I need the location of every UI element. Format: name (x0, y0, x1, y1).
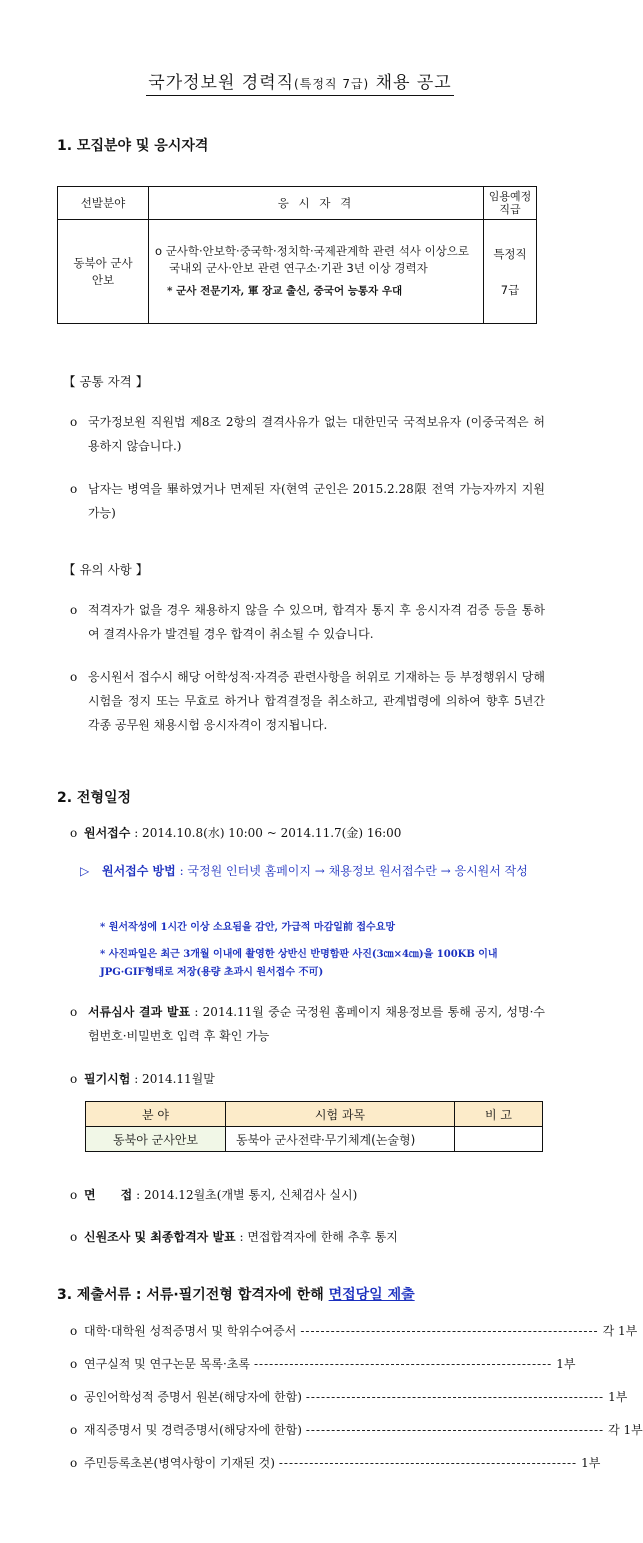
qual-note: * 군사 전문기자, 軍 장교 출신, 중국어 능통자 우대 (167, 285, 403, 297)
doc-item-2: o 연구실적 및 연구논문 목록·초록 ----------------------------------------------------------- 1부 (70, 1357, 576, 1371)
leader-dashes: ----------------------------------------------------------- (300, 1324, 599, 1338)
qual-rank-1: 특정직 (493, 246, 527, 261)
bullet-icon: o (70, 603, 78, 617)
bullet-icon: o (70, 1324, 78, 1338)
section3-heading (57, 1284, 415, 1304)
page-title (0, 68, 600, 93)
bullet-icon: o (70, 1005, 78, 1019)
qual-line2: 국내외 군사·안보 관련 연구소·기관 3년 이상 경력자 (169, 261, 428, 275)
review-value: : 2014.11월 중순 국정원 홈페이지 채용정보를 통해 공지, 성명·수험번호·비밀번호 입력 후 확인 가능 (88, 1005, 545, 1043)
interview-row (70, 1185, 357, 1205)
note1: * 원서작성에 1시간 이상 소요됨을 감안, 가급적 마감일前 접수요망 (100, 922, 396, 933)
bullet-icon: o (70, 1188, 78, 1202)
final-value: : 면접합격자에 한해 추후 통지 (239, 1230, 398, 1244)
exam-cell-field: 동북아 군사안보 (86, 1127, 226, 1152)
title-main: 국가정보원 경력직 (148, 73, 295, 93)
written-label: 필기시험 (84, 1072, 131, 1086)
leader-dashes: ----------------------------------------------------------- (305, 1423, 605, 1437)
section3-heading-emphasis: 면접당일 제출 (328, 1287, 415, 1303)
qual-line1: o 군사학·안보학·중국학·정치학·국제관계학 관련 석사 이상으로 (155, 244, 470, 258)
interview-label: 면 접 (84, 1188, 133, 1202)
written-value: : 2014.11월말 (134, 1072, 215, 1086)
leader-dashes: ----------------------------------------------------------- (253, 1357, 553, 1371)
exam-cell-subject: 동북아 군사전략·무기체계(논술형) (226, 1127, 455, 1152)
method-row (80, 860, 545, 882)
title-paren: (특정직 7급) (294, 77, 370, 91)
exam-table (85, 1101, 543, 1152)
notice-item-1: o 적격자가 없을 경우 채용하지 않을 수 있으며, 합격자 통지 후 응시자격 검증 등을 통하여 결격사유가 발견될 경우 합격이 취소될 수 있습니다. (70, 598, 545, 646)
title-tail: 채용 공고 (375, 73, 452, 93)
doc-item-5: o 주민등록초본(병역사항이 기재된 것) ----------------------------------------------------------- 1부 (70, 1456, 601, 1470)
leader-dashes: ----------------------------------------------------------- (305, 1390, 605, 1404)
bullet-icon: o (70, 482, 78, 496)
final-row (70, 1227, 398, 1247)
section2-heading: 2. 전형일정 (57, 790, 132, 806)
apply-value: : 2014.10.8(水) 10:00 ~ 2014.11.7(金) 16:00 (134, 826, 402, 840)
section1-heading: 1. 모집분야 및 응시자격 (57, 138, 209, 154)
exam-header-subject: 시험 과목 (226, 1102, 455, 1127)
bullet-icon: o (70, 1456, 78, 1470)
qual-rank-2: 7급 (500, 282, 520, 297)
qual-field: 동북아 군사안보 (58, 220, 149, 324)
exam-header-note: 비 고 (455, 1102, 543, 1127)
apply-label: 원서접수 (84, 826, 131, 840)
review-label: 서류심사 결과 발표 (88, 1005, 191, 1019)
qual-header-qual: 응 시 자 격 (149, 187, 484, 220)
common-item-2: o 남자는 병역을 畢하였거나 면제된 자(현역 군인은 2015.2.28限 전역 가능자까지 지원 가능) (70, 477, 545, 525)
bullet-icon: o (70, 415, 78, 429)
bullet-icon: o (70, 1390, 78, 1404)
bullet-icon: o (70, 1423, 78, 1437)
bullet-icon: o (70, 1357, 78, 1371)
bullet-icon: o (70, 670, 78, 684)
bullet-icon: o (70, 826, 78, 840)
bullet-icon: o (70, 1072, 78, 1086)
triangle-icon: ▷ (80, 864, 90, 878)
exam-header-field: 분 야 (86, 1102, 226, 1127)
section3-heading-main: 3. 제출서류 : 서류·필기전형 합격자에 한해 (57, 1287, 324, 1303)
doc-item-4: o 재직증명서 및 경력증명서(해당자에 한함) ----------------------------------------------------------- 각 1부 (70, 1423, 643, 1437)
qualification-table (57, 186, 537, 324)
note2: * 사진파일은 최근 3개월 이내에 촬영한 상반신 반명함판 사진(3㎝×4㎝)을 100KB 이내 JPG·GIF형태로 저장(용량 초과시 원서접수 不可) (100, 949, 498, 978)
qual-header-rank: 임용예정 직급 (484, 187, 537, 220)
doc-item-1: o 대학·대학원 성적증명서 및 학위수여증서 ----------------------------------------------------------- 각 1부 (70, 1324, 638, 1338)
common-heading: 【 공통 자격 】 (63, 374, 149, 389)
notice-heading: 【 유의 사항 】 (63, 562, 149, 577)
doc-item-3: o 공인어학성적 증명서 원본(해당자에 한함) ----------------------------------------------------------- 1부 (70, 1390, 628, 1404)
qual-content (149, 220, 484, 324)
bullet-icon: o (70, 1230, 78, 1244)
written-row (70, 1069, 215, 1089)
exam-cell-note (455, 1127, 543, 1152)
method-value: : 국정원 인터넷 홈페이지 → 채용정보 원서접수란 → 응시원서 작성 (179, 864, 528, 878)
common-item-1: o 국가정보원 직원법 제8조 2항의 결격사유가 없는 대한민국 국적보유자 (이중국적은 허용하지 않습니다.) (70, 410, 545, 458)
method-label: 원서접수 방법 (102, 864, 176, 878)
interview-value: : 2014.12월초(개별 통지, 신체검사 실시) (136, 1188, 358, 1202)
leader-dashes: ----------------------------------------------------------- (278, 1456, 578, 1470)
notice-item-2: o 응시원서 접수시 해당 어학성적·자격증 관련사항을 허위로 기재하는 등 부정행위시 당해 시험을 정지 또는 무효로 하거나 합격결정을 취소하고, 관계법령에 의하여 향후 5년간 각종 공무원 채용시험 응시자격이 정지됩니다. (70, 665, 545, 737)
qual-header-field: 선발분야 (58, 187, 149, 220)
review-row (70, 1000, 545, 1048)
apply-row (70, 823, 550, 843)
final-label: 신원조사 및 최종합격자 발표 (84, 1230, 236, 1244)
qual-rank (484, 220, 537, 324)
